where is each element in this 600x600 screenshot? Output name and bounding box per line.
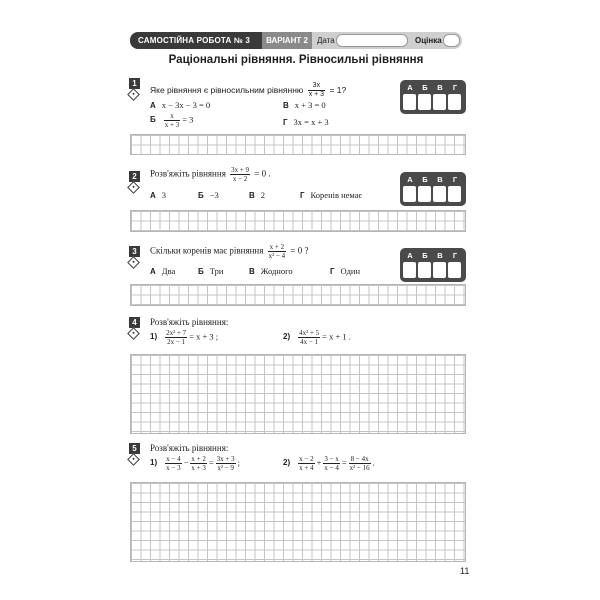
answer-letter: В [437,251,443,260]
part-tail: . [372,457,375,468]
task-4-question: Розв'яжіть рівняння: [150,317,229,327]
option-text: = 3 [182,114,194,125]
question-text: Скільки коренів має рівняння [150,245,264,256]
answer-cell[interactable] [403,262,416,278]
worksheet-header [130,32,462,49]
option-text: −3 [209,190,219,200]
numerator: 2x² + 7 [166,329,187,337]
option-letter: В [283,101,289,110]
fraction-2 [190,455,206,472]
equation-tail: = 0 ? [290,245,309,256]
fraction-3 [349,455,371,472]
operator: = [341,457,347,468]
task-5-work-grid[interactable] [130,482,466,562]
difficulty-diamond-icon [127,327,140,340]
question-text: Яке рівняння є рівносильним рівнянню [150,84,304,95]
answer-cell[interactable] [418,262,431,278]
answer-letter: А [407,251,413,260]
numerator: 3x + 9 [231,166,250,174]
answer-cell[interactable] [433,262,446,278]
answer-letter: Г [452,175,458,184]
option-text: x − 3x − 3 = 0 [161,100,211,110]
answer-letter: В [437,83,443,92]
answer-cell[interactable] [448,186,461,202]
answer-cell[interactable] [403,94,416,110]
task-1-question [150,82,346,99]
part-tail: ; [237,457,240,468]
option-text: 2 [260,190,266,200]
denominator: 4x − 1 [300,338,319,346]
fraction-3 [216,455,236,472]
option-text: x + 3 = 0 [294,100,326,110]
task-1-answer-box [400,80,466,114]
answer-letter: А [407,83,413,92]
task-2-badge [126,171,144,193]
option-letter: Г [283,118,288,127]
page-number: 11 [460,566,470,576]
option-letter: В [249,191,255,200]
option-a [150,266,175,276]
numerator: x − 4 [166,455,181,463]
difficulty-diamond-icon [127,88,140,101]
task-5-part-1 [150,455,240,472]
answer-letter: Г [452,83,458,92]
option-text: Два [161,266,176,276]
option-text: Коренів немає [310,190,363,200]
numerator: 4x² + 5 [299,329,320,337]
date-label: Дата [317,36,335,45]
option-text: Один [340,266,360,276]
option-letter: Б [198,267,204,276]
denominator: 2x − 1 [167,338,186,346]
task-5-question: Розв'яжіть рівняння: [150,443,229,453]
option-letter: В [249,267,255,276]
task-number: 1 [129,78,140,89]
operator: = [208,457,214,468]
numerator: 8 − 4x [349,455,371,464]
task-2-question [150,166,271,183]
difficulty-diamond-icon [127,453,140,466]
option-v [249,266,293,276]
option-a [150,190,166,200]
operator: + [316,457,322,468]
difficulty-diamond-icon [127,256,140,269]
operator: − [183,457,189,468]
answer-cell[interactable] [448,262,461,278]
part-fraction [298,329,320,346]
option-letter: Б [150,115,156,125]
numerator: x [164,112,180,121]
denominator: x + 3 [191,464,206,472]
numerator: 3x [308,82,325,91]
task-2-work-grid[interactable] [130,210,466,232]
answer-cell[interactable] [448,94,461,110]
denominator: x + 4 [299,464,314,472]
option-a [150,100,210,110]
part-label: 2) [283,458,291,468]
option-text: 3x = x + 3 [293,117,329,127]
grade-label: Оцінка [415,36,442,45]
answer-cell[interactable] [418,94,431,110]
task-5-part-2 [283,455,375,472]
equation-fraction [230,166,250,183]
option-text: Три [209,266,224,276]
answer-letter: Г [452,251,458,260]
task-5-badge [126,443,144,465]
task-3-work-grid[interactable] [130,284,466,306]
denominator: x² − 16 [349,464,370,472]
part-label: 1) [150,458,158,468]
option-letter: Б [198,191,204,200]
option-g [330,266,360,276]
option-letter: Г [300,191,305,200]
date-field[interactable] [336,34,408,47]
task-3-question [150,243,308,260]
worksheet-page [118,28,474,583]
answer-cell[interactable] [403,186,416,202]
denominator: x − 4 [324,464,339,472]
answer-letter: В [437,175,443,184]
equation-fraction [268,243,287,260]
option-b [198,190,219,200]
task-2-answer-box [400,172,466,206]
numerator: x − 2 [299,455,314,463]
option-letter: А [150,267,156,276]
work-title: САМОСТІЙНА РОБОТА № 3 [130,32,262,49]
task-number: 3 [129,246,140,257]
part-label: 2) [283,332,291,342]
task-4-badge [126,317,144,339]
task-1-badge [126,78,144,100]
denominator: x² − 9 [217,464,234,472]
option-g [300,190,362,200]
answer-letter: Б [422,83,428,92]
answer-letter: Б [422,175,428,184]
part-tail: = x + 3 ; [189,331,219,342]
option-text: 3 [161,190,167,200]
task-number: 5 [129,443,140,454]
grade-field[interactable] [443,34,460,47]
option-b [150,112,193,129]
page-title: Раціональні рівняння. Рівносильні рівняння [168,54,424,66]
fraction-1 [165,455,181,472]
denominator: x − 3 [166,464,181,472]
numerator: x + 2 [268,243,287,252]
equation-tail: = 1? [329,84,347,95]
denominator: x − 2 [232,175,248,183]
answer-cell[interactable] [418,186,431,202]
answer-cell[interactable] [433,186,446,202]
task-number: 4 [129,317,140,328]
option-g [283,117,329,127]
answer-letter: Б [422,251,428,260]
task-number: 2 [129,171,140,182]
option-letter: А [150,191,156,200]
option-letter: Г [330,267,335,276]
variant-label: ВАРІАНТ 2 [262,32,312,49]
task-4-part-1 [150,329,218,346]
numerator: 3 − x [324,455,339,463]
equation-fraction [308,82,325,99]
fraction-1 [298,455,314,472]
option-text: Жодного [260,266,293,276]
task-4-part-2 [283,329,351,346]
answer-letter: А [407,175,413,184]
difficulty-diamond-icon [127,181,140,194]
answer-cell[interactable] [433,94,446,110]
option-fraction [164,112,180,129]
task-4-work-grid[interactable] [130,354,466,434]
part-label: 1) [150,332,158,342]
denominator: x + 3 [308,91,325,98]
part-tail: = x + 1 . [322,331,351,342]
part-fraction [165,329,187,346]
option-letter: А [150,101,156,110]
numerator: x + 2 [191,455,206,463]
task-1-work-grid[interactable] [130,134,466,155]
task-3-answer-box [400,248,466,282]
fraction-2 [323,455,339,472]
denominator: x + 3 [164,121,180,129]
question-text: Розв'яжіть рівняння [150,168,226,179]
option-b [198,266,223,276]
denominator: x² − 4 [268,252,286,260]
numerator: 3x + 3 [216,455,235,463]
option-v [249,190,265,200]
equation-tail: = 0 . [254,168,271,179]
option-v [283,100,326,110]
task-3-badge [126,246,144,268]
